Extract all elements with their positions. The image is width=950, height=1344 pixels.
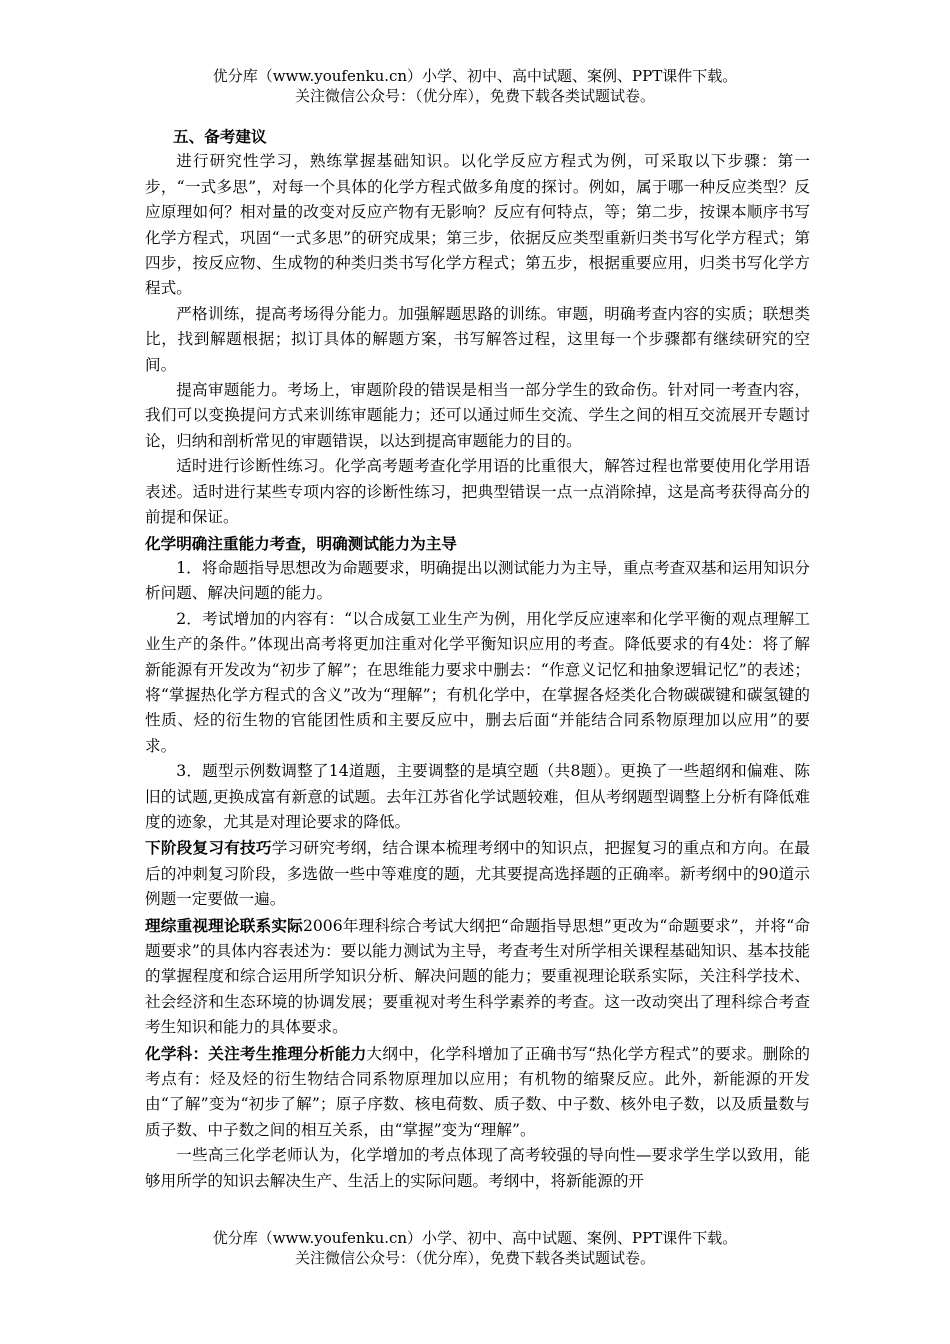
review-tips-text: 学习研究考纲，结合课本梳理考纲中的知识点，把握复习的重点和方向。在最后的冲刺复习阶段，多选做一些中等难度的题，尤其要提高选择题的正确率。新考纲中的90道示例题一定要做一遍。 bbox=[145, 839, 810, 909]
paragraph-reading-questions: 提高审题能力。考场上，审题阶段的错误是相当一部分学生的致命伤。针对同一考查内容，我们可以变换提问方式来训练审题能力；还可以通过师生交流、学生之间的相互交流展开专题讨论，归纳和剖析常见的审题错误，以达到提高审题能力的目的。 bbox=[145, 381, 810, 450]
lead-theory-practice: 理综重视理论联系实际 bbox=[145, 915, 303, 935]
header-line-2: 关注微信公众号：（优分库），免费下载各类试题试卷。 bbox=[294, 87, 655, 105]
footer-line-2: 关注微信公众号：（优分库），免费下载各类试题试卷。 bbox=[294, 1249, 655, 1267]
page-header bbox=[0, 66, 950, 106]
list-item-3: 3．题型示例数调整了14道题，主要调整的是填空题（共8题）。更换了一些超纲和偏难、陈旧的试题,更换成富有新意的试题。去年江苏省化学试题较难，但从考纲题型调整上分析有降低难度的迹象，尤其是对理论要求的降低。 bbox=[145, 762, 810, 831]
paragraph-research-study: 进行研究性学习，熟练掌握基础知识。以化学反应方程式为例，可采取以下步骤：第一步，“一式多思”，对每一个具体的化学方程式做多角度的探讨。例如，属于哪一种反应类型？反应原理如何？相对量的改变对反应产物有无影响？反应有何特点，等；第二步，按课本顺序书写化学方程式，巩固“一式多思”的研究成果；第三步，依据反应类型重新归类书写化学方程式；第四步，按反应物、生成物的种类归类书写化学方程式；第五步，根据重要应用，归类书写化学方程式。 bbox=[145, 152, 810, 298]
footer-line-1: 优分库（www.youfenku.cn）小学、初中、高中试题、案例、PPT课件下载。 bbox=[212, 1229, 738, 1247]
lead-chemistry-reasoning: 化学科：关注考生推理分析能力 bbox=[145, 1043, 367, 1063]
paragraph-review-tips bbox=[145, 835, 810, 912]
page-footer bbox=[0, 1228, 950, 1268]
document-body bbox=[145, 124, 810, 1194]
chemistry-reasoning-text: 大纲中，化学科增加了正确书写“热化学方程式”的要求。删除的考点有：烃及烃的衍生物结合同系物原理加以应用；有机物的缩聚反应。此外，新能源的开发由“了解”变为“初步了解”；原子序数、核电荷数、质子数、中子数、核外电子数，以及质量数与质子数、中子数之间的相互关系，由“掌握”变为“理解”。 bbox=[145, 1044, 810, 1139]
paragraph-strict-training: 严格训练，提高考场得分能力。加强解题思路的训练。审题，明确考查内容的实质；联想类比，找到解题根据；拟订具体的解题方案，书写解答过程，这里每一个步骤都有继续研究的空间。 bbox=[145, 304, 810, 374]
list-item-1: 1．将命题指导思想改为命题要求，明确提出以测试能力为主导，重点考查双基和运用知识分析问题、解决问题的能力。 bbox=[145, 558, 810, 603]
list-item-2: 2．考试增加的内容有：“以合成氨工业生产为例，用化学反应速率和化学平衡的观点理解工业生产的条件。”体现出高考将更加注重对化学平衡知识应用的考查。降低要求的有4处：将了解新能源有开发改为“初步了解”；在思维能力要求中删去：“作意义记忆和抽象逻辑记忆”的表述；将“掌握热化学方程式的含义”改为“理解”；有机化学中，在掌握各烃类化合物碳碳键和碳氢键的性质、烃的衍生物的官能团性质和主要反应中，删去后面“并能结合同系物原理加以应用”的要求。 bbox=[145, 609, 810, 755]
header-line-1: 优分库（www.youfenku.cn）小学、初中、高中试题、案例、PPT课件下载。 bbox=[212, 67, 738, 85]
paragraph-chemistry-reasoning bbox=[145, 1041, 810, 1144]
lead-review-tips: 下阶段复习有技巧 bbox=[145, 838, 272, 858]
paragraph-diagnostic-practice: 适时进行诊断性练习。化学高考题考查化学用语的比重很大，解答过程也常要使用化学用语表述。适时进行某些专项内容的诊断性练习，把典型错误一点一点消除掉，这是高考获得高分的前提和保证。 bbox=[145, 457, 810, 527]
section-5-title: 五、备考建议 bbox=[173, 127, 267, 146]
heading-ability-focus: 化学明确注重能力考查，明确测试能力为主导 bbox=[145, 533, 457, 553]
paragraph-theory-practice bbox=[145, 913, 810, 1041]
theory-practice-text: 2006年理科综合考试大纲把“命题指导思想”更改为“命题要求”，并将“命题要求”的具体内容表述为：要以能力测试为主导，考查考生对所学相关课程基础知识、基本技能的掌握程度和综合运用所学知识分析、解决问题的能力；要重视理论联系实际，关注科学技术、社会经济和生态环境的协调发展；要重视对考生科学素养的考查。这一改动突出了理科综合考查考生知识和能力的具体要求。 bbox=[145, 916, 810, 1037]
paragraph-teacher-opinion: 一些高三化学老师认为，化学增加的考点体现了高考较强的导向性—要求学生学以致用，能够用所学的知识去解决生产、生活上的实际问题。考纲中，将新能源的开 bbox=[145, 1146, 810, 1190]
